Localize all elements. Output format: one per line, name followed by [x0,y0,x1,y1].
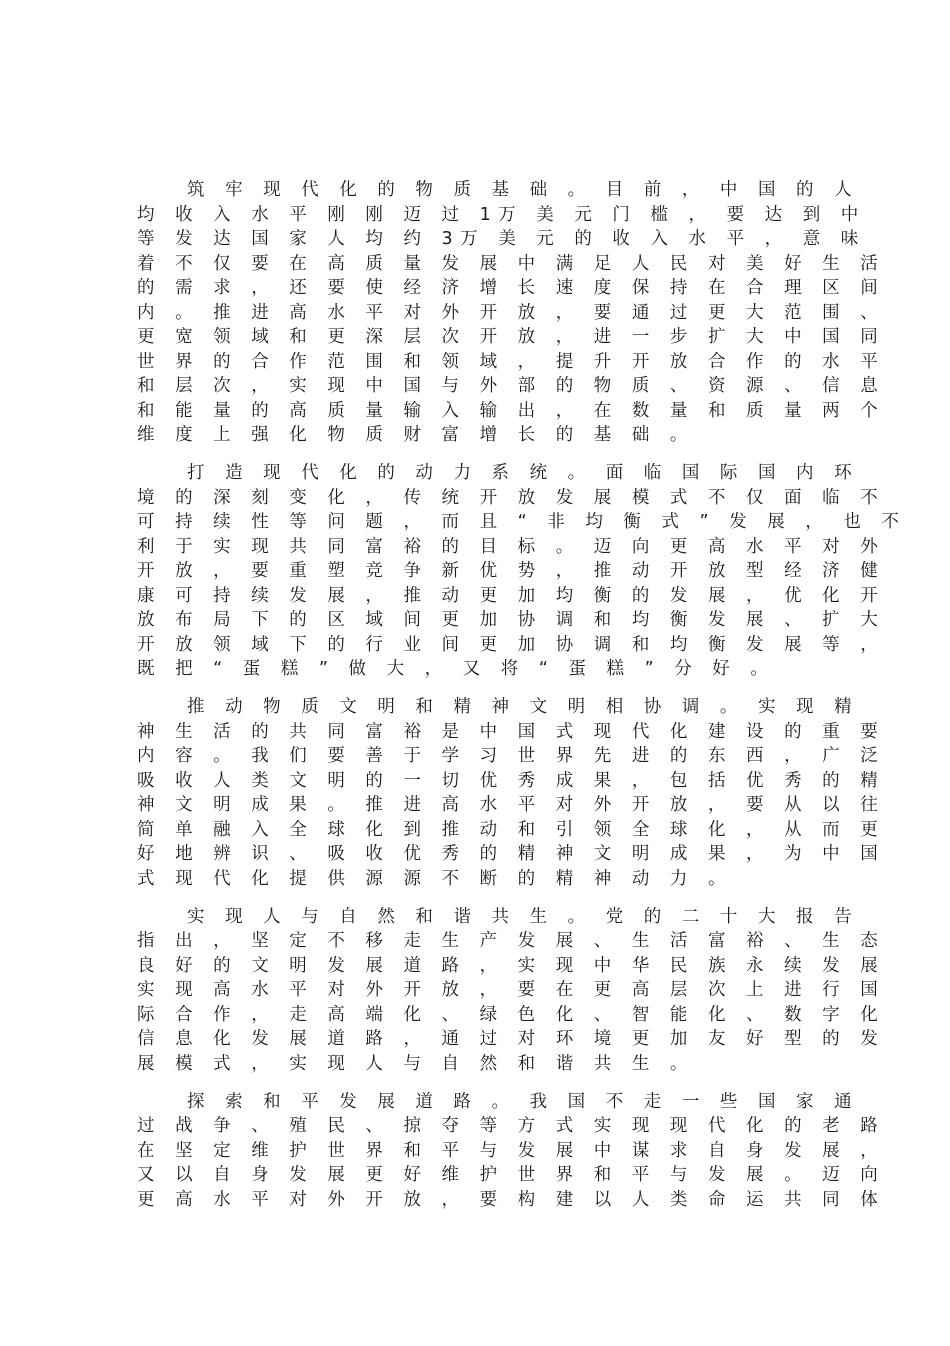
paragraph-line: 探 索 和 平 发 展 道 路 。 我 国 不 走 一 些 国 家 通 [187,1091,860,1112]
paragraph-line: 和 能 量 的 高 质 量 输 入 输 出 ， 在 数 量 和 质 量 两 个 [137,400,886,421]
article-body [137,178,907,1226]
paragraph-line: 指 出 ， 坚 定 不 移 走 生 产 发 展 、 生 活 富 裕 、 生 态 [137,931,886,951]
paragraph-line: 筑 牢 现 代 化 的 物 质 基 础 。 目 前 ， 中 国 的 人 [187,180,860,200]
paragraph-line: 际 合 作 ， 走 高 端 化 、 绿 色 化 、 智 能 化 、 数 字 化 [137,1004,886,1025]
paragraph-p1 [137,178,886,448]
paragraph-line: 神 文 明 成 果 。 推 进 高 水 平 对 外 开 放 ， 要 从 以 往 [137,795,886,815]
paragraph-line: 好 地 辨 识 、 吸 收 优 秀 的 精 神 文 明 成 果 ， 为 中 国 [137,844,886,864]
paragraph-line: 实 现 人 与 自 然 和 谐 共 生 。 党 的 二 十 大 报 告 [187,906,860,927]
paragraph-p2 [137,461,907,682]
paragraph-line: 境 的 深 刻 变 化 ， 传 统 开 放 发 展 模 式 不 仅 面 临 不 [137,487,886,508]
paragraph-line: 利 于 实 现 共 同 富 裕 的 目 标 。 迈 向 更 高 水 平 对 外 [137,536,886,557]
paragraph-line: 又 以 自 身 发 展 更 好 维 护 世 界 和 平 与 发 展 。 迈 向 [137,1165,886,1185]
paragraph-p4 [137,905,886,1077]
paragraph-line: 吸 收 人 类 文 明 的 一 切 优 秀 成 果 ， 包 括 优 秀 的 精 [137,770,886,791]
paragraph-line: 展 模 式 ， 实 现 人 与 自 然 和 谐 共 生 。 [137,1053,695,1074]
paragraph-line: 可 持 续 性 等 问 题 ， 而 且 “ 非 均 衡 式 ” 发 展 ， 也 不 [137,512,907,532]
paragraph-line: 的 需 求 ， 还 要 使 经 济 增 长 速 度 保 持 在 合 理 区 间 [137,278,886,298]
paragraph-line: 式 现 代 化 提 供 源 源 不 断 的 精 神 动 力 。 [137,868,733,889]
paragraph-line: 着 不 仅 要 在 高 质 量 发 展 中 满 足 人 民 对 美 好 生 活 [137,253,886,274]
paragraph-line: 更 宽 领 域 和 更 深 层 次 开 放 ， 进 一 步 扩 大 中 国 同 [137,327,886,347]
paragraph-line: 世 界 的 合 作 范 围 和 领 域 ， 提 升 开 放 合 作 的 水 平 [137,351,886,372]
paragraph-line: 简 单 融 入 全 球 化 到 推 动 和 引 领 全 球 化 ， 从 而 更 [137,819,886,840]
paragraph-p5 [137,1090,886,1213]
paragraph-line: 神 生 活 的 共 同 富 裕 是 中 国 式 现 代 化 建 设 的 重 要 [137,721,886,742]
paragraph-line: 和 层 次 ， 实 现 中 国 与 外 部 的 物 质 、 资 源 、 信 息 [137,376,886,396]
paragraph-line: 维 度 上 强 化 物 质 财 富 增 长 的 基 础 。 [137,425,695,445]
paragraph-line: 推 动 物 质 文 明 和 精 神 文 明 相 协 调 。 实 现 精 [187,697,860,717]
paragraph-line: 实 现 高 水 平 对 外 开 放 ， 要 在 更 高 层 次 上 进 行 国 [137,980,886,1000]
paragraph-line: 均 收 入 水 平 刚 刚 迈 过 1万 美 元 门 槛 ， 要 达 到 中 [137,204,866,225]
paragraph-line: 内 容 。 我 们 要 善 于 学 习 世 界 先 进 的 东 西 ， 广 泛 [137,746,886,766]
paragraph-line: 过 战 争 、 殖 民 、 掠 夺 等 方 式 实 现 现 代 化 的 老 路 [137,1116,886,1136]
paragraph-line: 等 发 达 国 家 人 均 约 3万 美 元 的 收 入 水 平 ， 意 味 [137,229,866,249]
paragraph-line: 在 坚 定 维 护 世 界 和 平 与 发 展 中 谋 求 自 身 发 展 ， [137,1140,886,1161]
paragraph-line: 更 高 水 平 对 外 开 放 ， 要 构 建 以 人 类 命 运 共 同 体 [137,1189,886,1210]
paragraph-line: 打 造 现 代 化 的 动 力 系 统 。 面 临 国 际 国 内 环 [187,463,860,483]
paragraph-line: 既 把 “ 蛋 糕 ” 做 大 ， 又 将 “ 蛋 糕 ” 分 好 。 [137,659,776,679]
paragraph-p3 [137,695,886,891]
paragraph-line: 放 布 局 下 的 区 域 间 更 加 协 调 和 均 衡 发 展 、 扩 大 [137,610,886,630]
paragraph-line: 内 。 推 进 高 水 平 对 外 开 放 ， 要 通 过 更 大 范 围 、 [137,302,886,323]
paragraph-line: 康 可 持 续 发 展 ， 推 动 更 加 均 衡 的 发 展 ， 优 化 开 [137,585,886,606]
paragraph-line: 良 好 的 文 明 发 展 道 路 ， 实 现 中 华 民 族 永 续 发 展 [137,955,886,976]
paragraph-line: 开 放 ， 要 重 塑 竞 争 新 优 势 ， 推 动 开 放 型 经 济 健 [137,561,886,581]
paragraph-line: 开 放 领 域 下 的 行 业 间 更 加 协 调 和 均 衡 发 展 等 ， [137,634,886,655]
paragraph-line: 信 息 化 发 展 道 路 ， 通 过 对 环 境 更 加 友 好 型 的 发 [137,1029,886,1049]
